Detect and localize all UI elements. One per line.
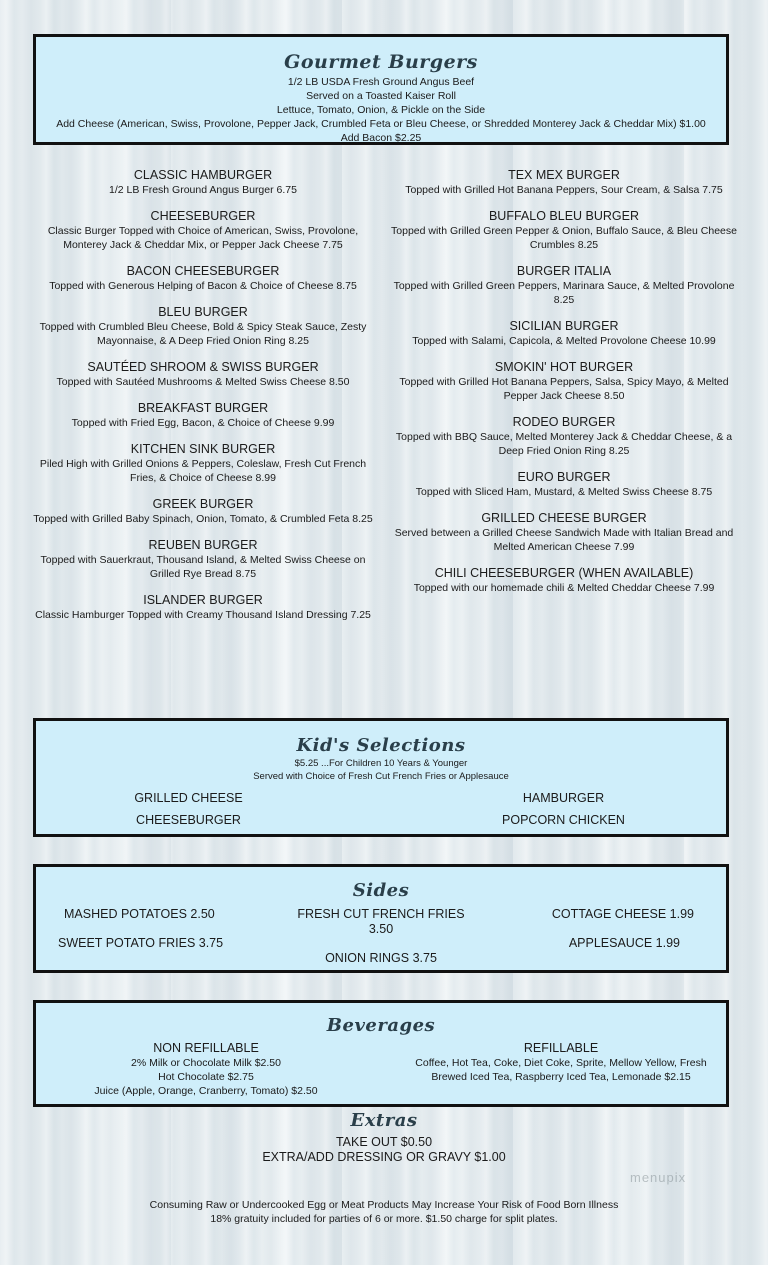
menu-item: [391, 360, 737, 403]
menu-item-desc: Topped with Crumbled Bleu Cheese, Bold & Spicy Steak Sauce, Zesty Mayonnaise, & A Deep Fried Onion Ring 8.25: [39, 321, 367, 347]
menu-item: [30, 305, 376, 348]
menu-item-desc: Topped with Sauerkraut, Thousand Island, & Melted Swiss Cheese on Grilled Rye Bread 8.75: [40, 554, 366, 580]
side-item-price: 3.50: [368, 922, 394, 936]
footer: [0, 1198, 768, 1226]
menu-item-name: REUBEN BURGER: [148, 538, 258, 552]
menu-item-desc: Topped with Fried Egg, Bacon, & Choice of Cheese 9.99: [71, 417, 335, 429]
extras-item: EXTRA/ADD DRESSING OR GRAVY $1.00: [262, 1150, 506, 1164]
menu-item: [30, 360, 376, 389]
burgers-info-line: Add Bacon $2.25: [340, 132, 422, 144]
kids-item: GRILLED CHEESE: [134, 791, 243, 805]
menu-item-name: SICILIAN BURGER: [509, 319, 619, 333]
side-item: ONION RINGS 3.75: [325, 951, 437, 965]
kids-choice-line: Served with Choice of Fresh Cut French Fries or Applesauce: [253, 771, 509, 782]
menu-item-name: BACON CHEESEBURGER: [126, 264, 280, 278]
side-item: COTTAGE CHEESE 1.99: [551, 907, 694, 921]
burgers-right-column: [391, 168, 737, 607]
non-refillable-section: [66, 1041, 346, 1098]
menu-item-name: SMOKIN' HOT BURGER: [494, 360, 634, 374]
menu-item-desc: Topped with Grilled Green Peppers, Marinara Sauce, & Melted Provolone 8.25: [393, 280, 735, 306]
menu-item-name: CLASSIC HAMBURGER: [133, 168, 273, 182]
menu-item-name: BREAKFAST BURGER: [137, 401, 269, 415]
menu-item: [30, 593, 376, 622]
menu-item: [391, 319, 737, 348]
menu-item: [30, 401, 376, 430]
extras-title: Extras: [350, 1110, 418, 1131]
menu-item-desc: Topped with BBQ Sauce, Melted Monterey Jack & Cheddar Cheese, & a Deep Fried Onion Ring 8.25: [395, 431, 733, 457]
burgers-left-column: [30, 168, 376, 634]
menu-item: [391, 415, 737, 458]
burgers-info-line: Served on a Toasted Kaiser Roll: [306, 90, 456, 102]
menu-item: [391, 168, 737, 197]
menu-item-name: EURO BURGER: [517, 470, 611, 484]
beverage-line: Coffee, Hot Tea, Coke, Diet Coke, Sprite, Mellow Yellow, Fresh: [415, 1057, 707, 1069]
menu-item-name: TEX MEX BURGER: [508, 168, 620, 182]
menu-item: [30, 264, 376, 293]
footer-gratuity: 18% gratuity included for parties of 6 or more. $1.50 charge for split plates.: [210, 1213, 558, 1225]
menu-item-desc: Topped with Grilled Hot Banana Peppers, Salsa, Spicy Mayo, & Melted Pepper Jack Cheese 8.50: [399, 376, 729, 402]
watermark-text: menupix: [630, 1170, 687, 1185]
menu-item-name: SAUTÉED SHROOM & SWISS BURGER: [87, 360, 319, 374]
non-refillable-title: NON REFILLABLE: [153, 1041, 259, 1055]
kids-box: [33, 718, 729, 837]
kids-title: Kid's Selections: [296, 735, 466, 756]
refillable-title: REFILLABLE: [523, 1041, 599, 1055]
menu-item-desc: Topped with our homemade chili & Melted Cheddar Cheese 7.99: [413, 582, 715, 594]
side-item: SWEET POTATO FRIES 3.75: [58, 936, 224, 950]
burgers-header-box: [33, 34, 729, 145]
menu-item-desc: Topped with Grilled Baby Spinach, Onion, Tomato, & Crumbled Feta 8.25: [33, 513, 373, 525]
menu-item-name: BURGER ITALIA: [516, 264, 612, 278]
burgers-info-line: Lettuce, Tomato, Onion, & Pickle on the Side: [276, 104, 486, 116]
burgers-info-line: 1/2 LB USDA Fresh Ground Angus Beef: [287, 76, 475, 88]
kids-item: CHEESEBURGER: [136, 813, 241, 827]
menu-item-name: BUFFALO BLEU BURGER: [488, 209, 640, 223]
sides-title: Sides: [352, 880, 410, 901]
menu-item: [30, 497, 376, 526]
menu-item-desc: Served between a Grilled Cheese Sandwich Made with Italian Bread and Melted American Cheese 7.99: [394, 527, 734, 553]
menu-item-desc: Topped with Salami, Capicola, & Melted Provolone Cheese 10.99: [412, 335, 716, 347]
menu-item-name: GREEK BURGER: [152, 497, 254, 511]
burgers-info-line: Add Cheese (American, Swiss, Provolone, Pepper Jack, Crumbled Feta or Bleu Cheese, or Shredded Monterey Jack & Cheddar Mix) $1.00: [56, 118, 706, 130]
menu-item-name: KITCHEN SINK BURGER: [130, 442, 276, 456]
menu-item: [391, 209, 737, 252]
refillable-section: [396, 1041, 726, 1084]
menu-item-desc: 1/2 LB Fresh Ground Angus Burger 6.75: [109, 184, 297, 196]
side-item: APPLESAUCE 1.99: [568, 936, 680, 950]
menu-item-name: CHILI CHEESEBURGER (WHEN AVAILABLE): [434, 566, 694, 580]
sides-box: [33, 864, 729, 973]
menu-item: [391, 470, 737, 499]
menu-item-desc: Topped with Grilled Hot Banana Peppers, Sour Cream, & Salsa 7.75: [405, 184, 723, 196]
menu-item-desc: Topped with Generous Helping of Bacon & Choice of Cheese 8.75: [49, 280, 357, 292]
beverage-line: Juice (Apple, Orange, Cranberry, Tomato) $2.50: [94, 1085, 318, 1097]
menu-item-name: RODEO BURGER: [512, 415, 616, 429]
menu-item-desc: Topped with Grilled Green Pepper & Onion, Buffalo Sauce, & Bleu Cheese Crumbles 8.25: [391, 225, 737, 251]
menu-item: [391, 264, 737, 307]
beverages-title: Beverages: [326, 1015, 436, 1036]
menu-item-desc: Classic Hamburger Topped with Creamy Thousand Island Dressing 7.25: [35, 609, 371, 621]
menu-item-desc: Classic Burger Topped with Choice of American, Swiss, Provolone, Monterey Jack & Cheddar Mix, or Pepper Jack Cheese 7.75: [47, 225, 359, 251]
kids-item: POPCORN CHICKEN: [502, 813, 625, 827]
menu-item: [391, 511, 737, 554]
menu-item-desc: Topped with Sliced Ham, Mustard, & Melted Swiss Cheese 8.75: [415, 486, 713, 498]
side-item: FRESH CUT FRENCH FRIES: [297, 907, 465, 921]
menu-item: [30, 538, 376, 581]
footer-warning: Consuming Raw or Undercooked Egg or Meat Products May Increase Your Risk of Food Born Illness: [149, 1199, 619, 1211]
menu-item-name: CHEESEBURGER: [150, 209, 256, 223]
beverage-line: Brewed Iced Tea, Raspberry Iced Tea, Lemonade $2.15: [431, 1071, 691, 1083]
menu-item: [391, 566, 737, 595]
menu-item-desc: Topped with Sautéed Mushrooms & Melted Swiss Cheese 8.50: [56, 376, 350, 388]
extras-item: TAKE OUT $0.50: [335, 1135, 433, 1149]
menu-item-name: BLEU BURGER: [158, 305, 248, 319]
burgers-title: Gourmet Burgers: [284, 51, 478, 73]
menu-item-desc: Piled High with Grilled Onions & Peppers, Coleslaw, Fresh Cut French Fries, & Choice of Cheese 8.99: [39, 458, 367, 484]
menu-item: [30, 442, 376, 485]
kids-price-line: $5.25 ...For Children 10 Years & Younger: [294, 758, 468, 769]
extras-section: [0, 1110, 768, 1165]
kids-item: HAMBURGER: [522, 791, 605, 805]
menu-item-name: GRILLED CHEESE BURGER: [481, 511, 647, 525]
side-item: MASHED POTATOES 2.50: [64, 907, 215, 921]
menu-item: [30, 168, 376, 197]
menu-item-name: ISLANDER BURGER: [143, 593, 263, 607]
menu-item: [30, 209, 376, 252]
beverage-line: 2% Milk or Chocolate Milk $2.50: [131, 1057, 281, 1069]
beverages-box: [33, 1000, 729, 1107]
beverage-line: Hot Chocolate $2.75: [158, 1071, 254, 1083]
